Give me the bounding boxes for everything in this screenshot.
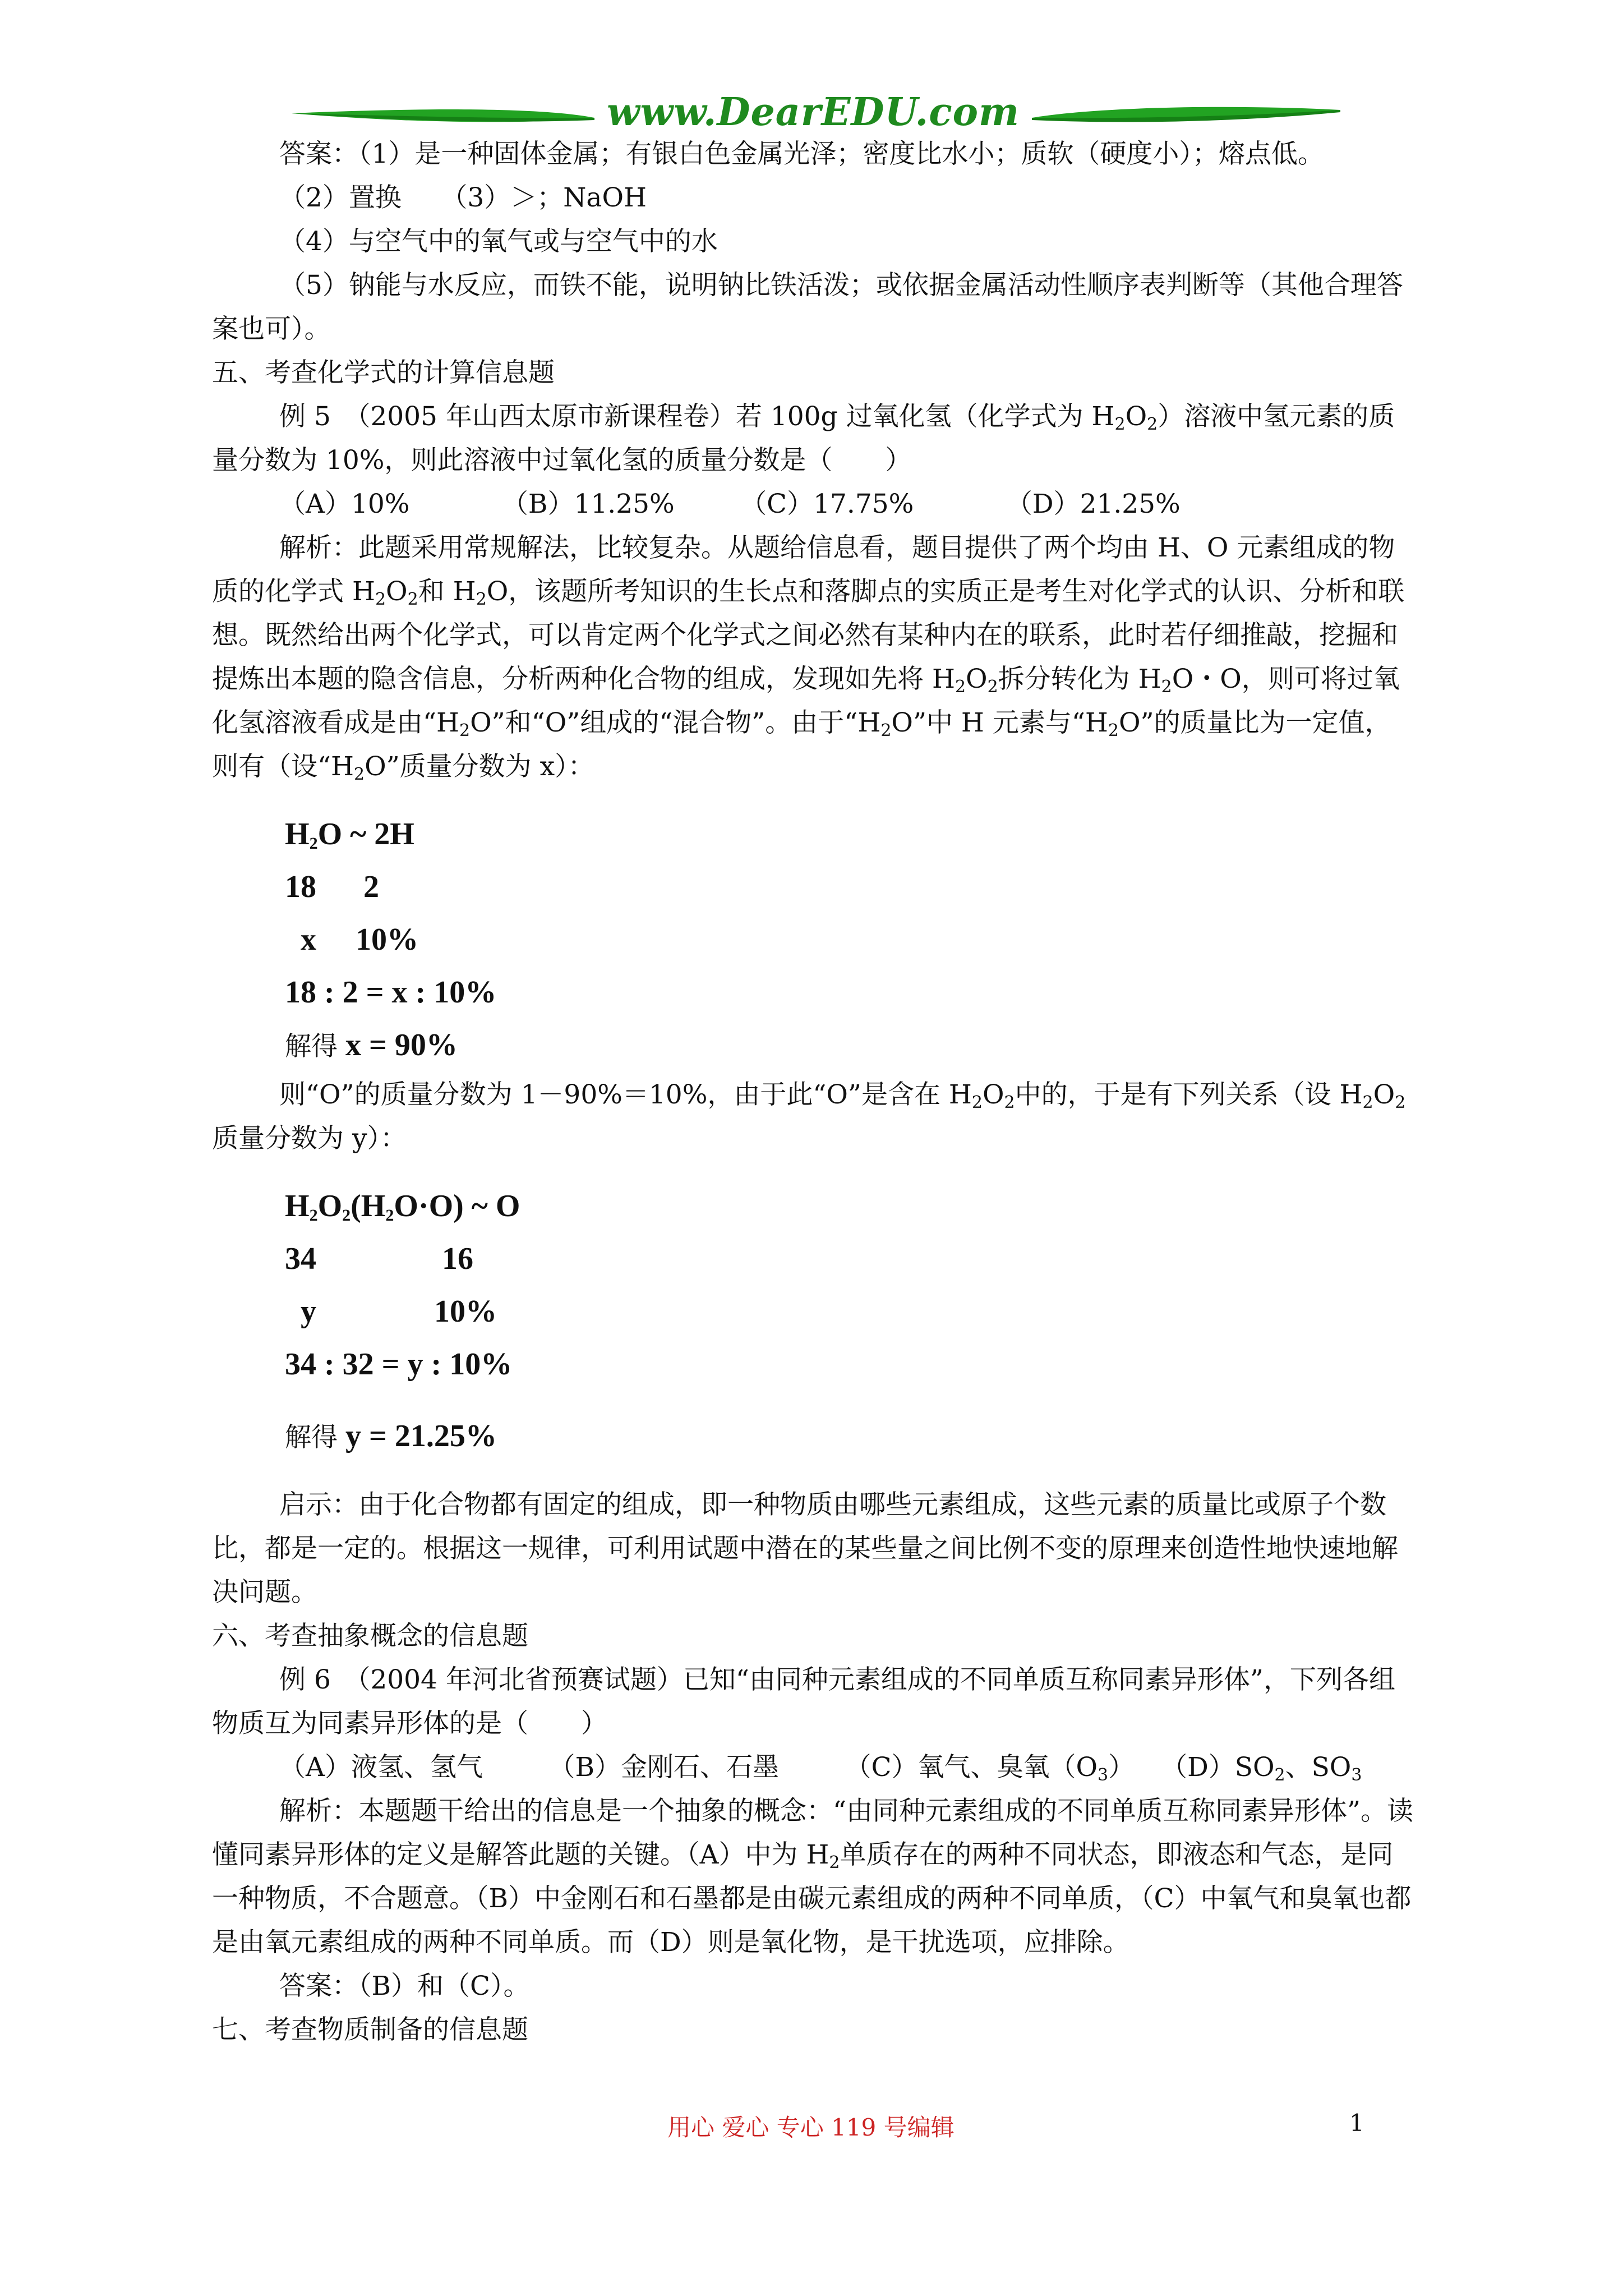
footer-note: 用心 爱心 专心 119 号编辑: [667, 2114, 955, 2141]
section-7-heading: 七、考查物质制备的信息题: [212, 2014, 528, 2045]
math-line-4: 18 : 2 = x : 10%: [285, 975, 497, 1010]
example-6-answer: 答案：（B）和（C）。: [279, 1971, 530, 2001]
math-line-2: 18 2: [285, 869, 379, 904]
math-line-3: x 10%: [285, 922, 418, 957]
answer-line-2: （2）置换 （3）＞；NaOH: [279, 182, 647, 213]
answer-line-3: （4）与空气中的氧气或与空气中的水: [279, 226, 718, 257]
math-line-7: 34 16: [285, 1241, 473, 1276]
site-logo[interactable]: www.DearEDU.com: [607, 90, 1020, 135]
math-line-1: $H_2O$ ~ 2H: [285, 817, 414, 853]
section-5-heading: 五、考查化学式的计算信息题: [212, 357, 555, 388]
example-5-question: 例 5 （2005 年山西太原市新课程卷）若 100g 过氧化氢（化学式为 $H_2O_2$）溶液中氢元素的质量分数为 10%，则此溶液中过氧化氢的质量分数是（ ）: [212, 401, 1395, 476]
math-line-8: y 10%: [285, 1294, 497, 1329]
insight-paragraph: 启示：由于化合物都有固定的组成，即一种物质由哪些元素组成，这些元素的质量比或原子个数比，都是一定的。根据这一规律，可利用试题中潜在的某些量之间比例不变的原理来创造性地快速地解决问题。: [212, 1489, 1398, 1608]
math-line-10: 解得 y = 21.25%: [285, 1419, 497, 1453]
answer-line-1: 答案：（1）是一种固体金属；有银白色金属光泽；密度比水小；质软（硬度小）；熔点低。: [279, 139, 1324, 169]
example-6-question: 例 6 （2004 年河北省预赛试题）已知“由同种元素组成的不同单质互称同素异形体”，下列各组物质互为同素异形体的是（ ）: [212, 1664, 1395, 1739]
section-6-heading: 六、考查抽象概念的信息题: [212, 1621, 528, 1651]
example-5-options: （A）10% （B）11.25% （C）17.75% （D）21.25%: [279, 489, 1181, 519]
math-line-9: 34 : 32 = y : 10%: [285, 1347, 513, 1382]
example-5-analysis: 解析：此题采用常规解法，比较复杂。从题给信息看，题目提供了两个均由 H、O 元素组成的物质的化学式 $H_2O_2$和 $H_2O$，该题所考知识的生长点和落脚点的实质正是考生对化学式的认识、分析和联想。既然给出两个化学式，可以肯定两个化学式之间必然有某种内在的联系，此时若仔细推敲，挖掘和提炼出本题的隐含信息，分析两种化合物的组成，发现如先将 $H_2O_2$拆分转化为 $H_2O$・O，则可将过氧化氢溶液看成是由“$H_2O$”和“O”组成的“混合物”。由于“$H_2O$”中 H 元素与“$H_2O$”的质量比为一定值，则有（设“$H_2O$”质量分数为 x）：: [212, 532, 1405, 784]
math-line-5: 解得 x = 90%: [285, 1028, 458, 1062]
example-6-options: （A）液氢、氢气 （B）金刚石、石墨 （C）氧气、臭氧$(O_3)$ $(D)SO_2$、$SO_3$: [279, 1752, 1362, 1785]
math-line-6: $H_2O_2(H_2O\cdot O)$ ~ O: [285, 1189, 520, 1225]
analysis-continued: 则“O”的质量分数为 1－90%＝10%，由于此“O”是含在 $H_2O_2$中的，于是有下列关系（设 $H_2O_2$质量分数为 y）：: [212, 1079, 1406, 1154]
example-6-analysis: 解析：本题题干给出的信息是一个抽象的概念：“由同种元素组成的不同单质互称同素异形体”。读懂同素异形体的定义是解答此题的关键。（A）中为 $H_2$单质存在的两种不同状态，即液态和气态，是同一种物质，不合题意。（B）中金刚石和石墨都是由碳元素组成的两种不同单质，（C）中氧气和臭氧也都是由氧元素组成的两种不同单质。而（D）则是氧化物，是干扰选项，应排除。: [212, 1796, 1414, 1958]
answer-line-4: （5）钠能与水反应，而铁不能，说明钠比铁活泼；或依据金属活动性顺序表判断等（其他合理答案也可）。: [212, 270, 1403, 344]
document-body: [212, 132, 1417, 2052]
page-number: 1: [1349, 2109, 1364, 2137]
